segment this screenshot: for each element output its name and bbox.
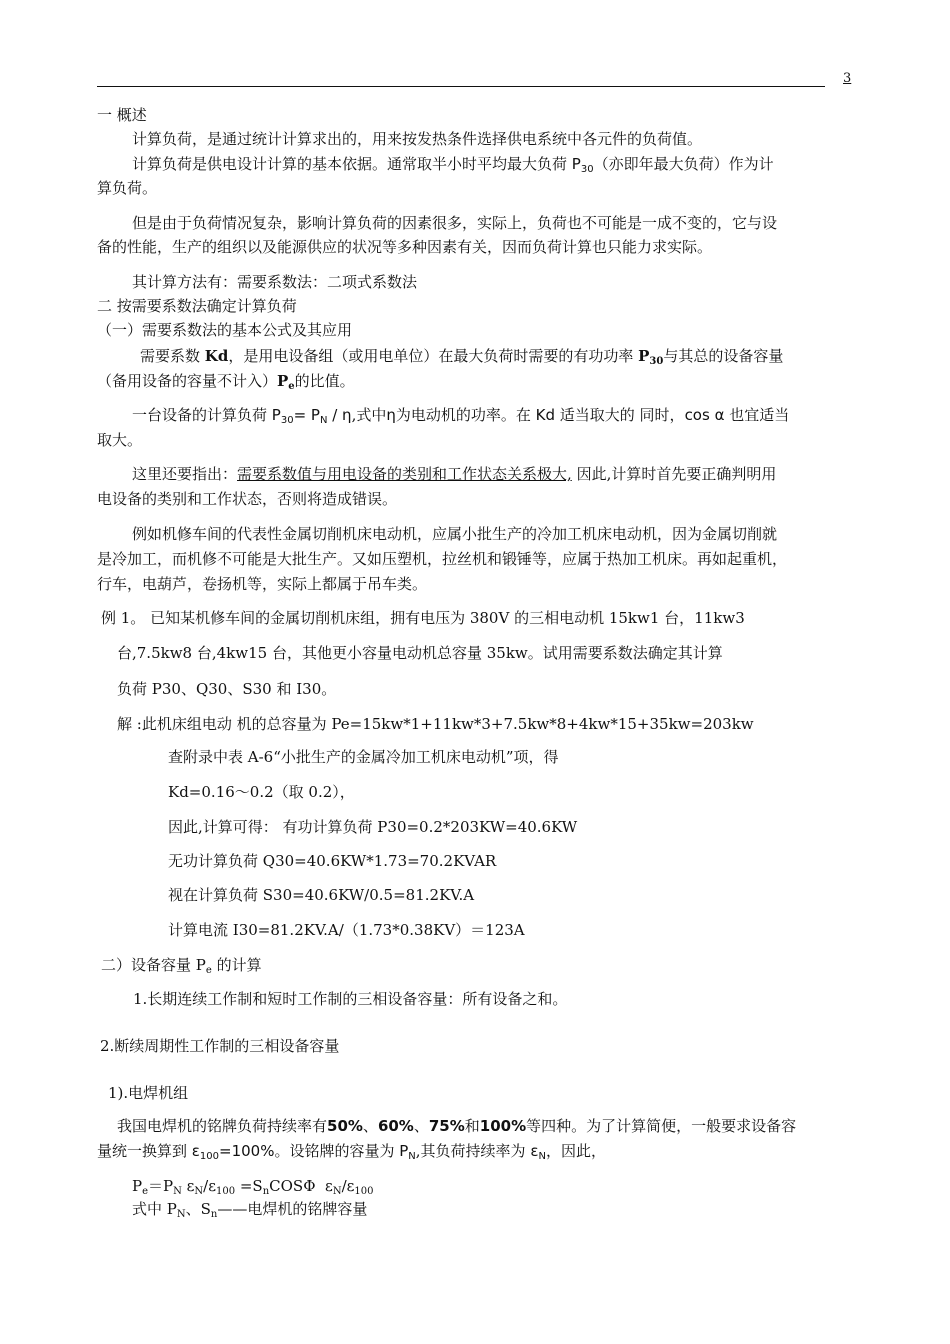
solution-line: 查附录中表 A-6“小批生产的金属冷加工机床电动机”项，得: [168, 748, 559, 766]
paragraph-line: 2.断续周期性工作制的三相设备容量: [100, 1037, 340, 1055]
example-line: 台,7.5kw8 台,4kw15 台，其他更小容量电动机总容量 35kw。试用需要系数法确定其计算: [117, 644, 723, 662]
paragraph-line: 是冷加工，而机修不可能是大批生产。又如压塑机，拉丝机和锻锤等，应属于热加工机床。再如起重机，: [97, 550, 788, 568]
solution-line: Kd=0.16～0.2（取 0.2），: [168, 783, 355, 801]
header-rule: [97, 86, 825, 87]
solution-line: 无功计算负荷 Q30=40.6KW*1.73=70.2KVAR: [168, 852, 497, 870]
paragraph-line: 式中 $P_N$、$S_n——$电焊机的铭牌容量: [132, 1200, 368, 1220]
paragraph-line: 我国电焊机的铭牌负荷持续率有50%、60%、75%和100%等四种。为了计算简便，一般要求设备容: [117, 1117, 797, 1135]
paragraph-line: （备用设备的容量不计入）$P_e$的比值。: [97, 372, 355, 392]
paragraph-line: 电设备的类别和工作状态，否则将造成错误。: [97, 490, 398, 508]
solution-line: 因此,计算可得： 有功计算负荷 P30=0.2*203KW=40.6KW: [168, 818, 578, 836]
paragraph-line: 量统一换算到 $\varepsilon_{100}=100\%$。设铭牌的容量为 $P_N$,其负荷持续率为 $\varepsilon_N$，因此，: [97, 1142, 606, 1162]
paragraph-line: 一台设备的计算负荷 $P_{30}= P_N / \eta$,式中η为电动机的功率。在 Kd 适当取大的 同时，cos α 也宜适当: [132, 406, 790, 426]
paragraph-line: 其计算方法有：需要系数法：二项式系数法: [132, 273, 418, 291]
solution-line: 解 :此机床组电动 机的总容量为 Pe=15kw*1+11kw*3+7.5kw*8+4kw*15+35kw=203kw: [117, 715, 754, 733]
heading-subsection-2: 二）设备容量 $P_e$ 的计算: [101, 956, 262, 976]
example-line: 负荷 P30、Q30、S30 和 I30。: [117, 680, 337, 698]
paragraph-line: 但是由于负荷情况复杂，影响计算负荷的因素很多，实际上，负荷也不可能是一成不变的，它与设: [132, 214, 778, 232]
example-line: 例 1。 已知某机修车间的金属切削机床组，拥有电压为 380V 的三相电动机 15kw1 台，11kw3: [101, 609, 745, 627]
heading-section-2: 二 按需要系数法确定计算负荷: [97, 297, 297, 315]
paragraph-line: 这里还要指出：需要系数值与用电设备的类别和工作状态关系极大, 因此,计算时首先要正确判明用: [132, 465, 777, 483]
page-number: 3: [843, 71, 852, 86]
paragraph-line: 取大。: [97, 431, 143, 449]
paragraph-line: 算负荷。: [97, 179, 158, 197]
formula: $P_e=P_N$ $\varepsilon_N/\varepsilon_{100} =S_nCOS\Phi$ $\varepsilon_N/\varepsilon_{100}$: [132, 1177, 374, 1197]
heading-overview: 一 概述: [97, 106, 147, 124]
paragraph-line: 1.长期连续工作制和短时工作制的三相设备容量：所有设备之和。: [133, 990, 568, 1008]
paragraph-line: 计算负荷是供电设计计算的基本依据。通常取半小时平均最大负荷 $P_{30}$（亦即年最大负荷）作为计: [132, 155, 774, 175]
paragraph-line: 例如机修车间的代表性金属切削机床电动机，应属小批生产的冷加工机床电动机，因为金属切削就: [132, 525, 778, 543]
heading-subsection-1: （一）需要系数法的基本公式及其应用: [97, 321, 353, 339]
underlined-text: 需要系数值与用电设备的类别和工作状态关系极大,: [237, 465, 572, 483]
paragraph-line: 行车，电葫芦，卷扬机等，实际上都属于吊车类。: [97, 575, 428, 593]
paragraph-line: 1).电焊机组: [108, 1084, 189, 1102]
paragraph-line: 需要系数 Kd，是用电设备组（或用电单位）在最大负荷时需要的有功功率 $P_{30}$与其总的设备容量: [140, 347, 784, 367]
paragraph-line: 备的性能，生产的组织以及能源供应的状况等多种因素有关，因而负荷计算也只能力求实际。: [97, 238, 713, 256]
solution-line: 计算电流 I30=81.2KV.A/（1.73*0.38KV）＝123A: [168, 921, 525, 939]
solution-line: 视在计算负荷 S30=40.6KW/0.5=81.2KV.A: [168, 886, 475, 904]
paragraph-line: 计算负荷，是通过统计计算求出的，用来按发热条件选择供电系统中各元件的负荷值。: [132, 130, 703, 148]
